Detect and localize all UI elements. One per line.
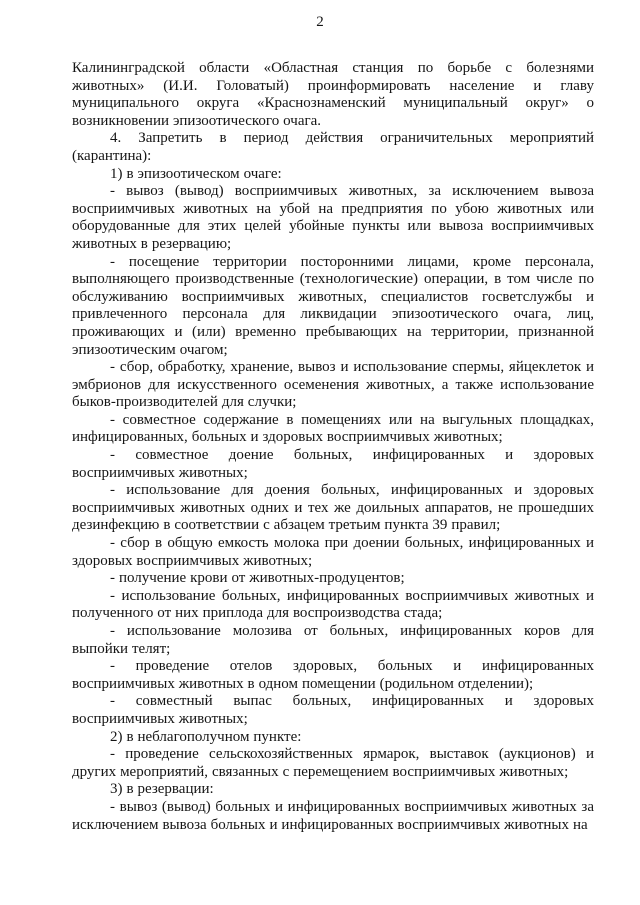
list-item: - проведение отелов здоровых, больных и инфицированных восприимчивых животных в одном помещении (родильном отделении); (72, 658, 594, 692)
subheading-unfavorable-point: 2) в неблагополучном пункте: (110, 728, 302, 745)
list-item: - получение крови от животных-продуцентов; (110, 570, 405, 587)
list-item: - использование для доения больных, инфицированных и здоровых восприимчивых животных одних и тех же доильных аппаратов, не прошедших дезинфекцию в соответствии с абзацем третьим пункта 39 правил; (72, 482, 594, 534)
list-item: - совместное содержание в помещениях или на выгульных площадках, инфицированных, больных и здоровых восприимчивых животных; (72, 411, 594, 446)
page-number: 2 (316, 14, 324, 30)
list-item: - совместное доение больных, инфицированных и здоровых восприимчивых животных; (72, 447, 594, 481)
list-item: - вывоз (вывод) восприимчивых животных, за исключением вывоза восприимчивых животных на убой на предприятия по убою животных или оборудованные для этих целей убойные пункты или вывоза восприимчивых животных в резервацию; (72, 183, 594, 252)
list-item: - посещение территории посторонними лицами, кроме персонала, выполняющего производственные (технологические) операции, в том числе по обслуживанию восприимчивых животных, специалистов госветслужбы и привлеченного персонала для ликвидации эпизоотического очага, лиц, проживающих и (или) временно пребывающих на территории, признанной эпизоотическим очагом; (72, 253, 594, 358)
subheading-epizootic-focus: 1) в эпизоотическом очаге: (110, 165, 282, 182)
list-item: - вывоз (вывод) больных и инфицированных восприимчивых животных за исключением вывоза больных и инфицированных восприимчивых животных на (72, 798, 594, 833)
list-item: - проведение сельскохозяйственных ярмарок, выставок (аукционов) и других мероприятий, связанных с перемещением восприимчивых животных; (72, 746, 594, 780)
paragraph-continuation: Калининградской области «Областная станция по борьбе с болезнями животных» (И.И. Головатый) проинформировать население и главу муниципального округа «Краснознаменский муниципальный округ» о возникновении эпизоотического очага. (72, 60, 594, 129)
list-item: - использование больных, инфицированных восприимчивых животных и полученного от них приплода для воспроизводства стада; (72, 587, 594, 622)
document-body (72, 60, 594, 834)
list-item: - сбор, обработку, хранение, вывоз и использование спермы, яйцеклеток и эмбрионов для искусственного осеменения животных, а также использование быков-производителей для случки; (72, 359, 594, 411)
list-item: - использование молозива от больных, инфицированных коров для выпойки телят; (72, 623, 594, 657)
list-item: - сбор в общую емкость молока при доении больных, инфицированных и здоровых восприимчивых животных; (72, 535, 594, 569)
list-item: - совместный выпас больных, инфицированных и здоровых восприимчивых животных; (72, 693, 594, 727)
subheading-reservation: 3) в резервации: (110, 781, 214, 798)
paragraph-item-4: 4. Запретить в период действия ограничительных мероприятий (карантина): (72, 130, 594, 164)
